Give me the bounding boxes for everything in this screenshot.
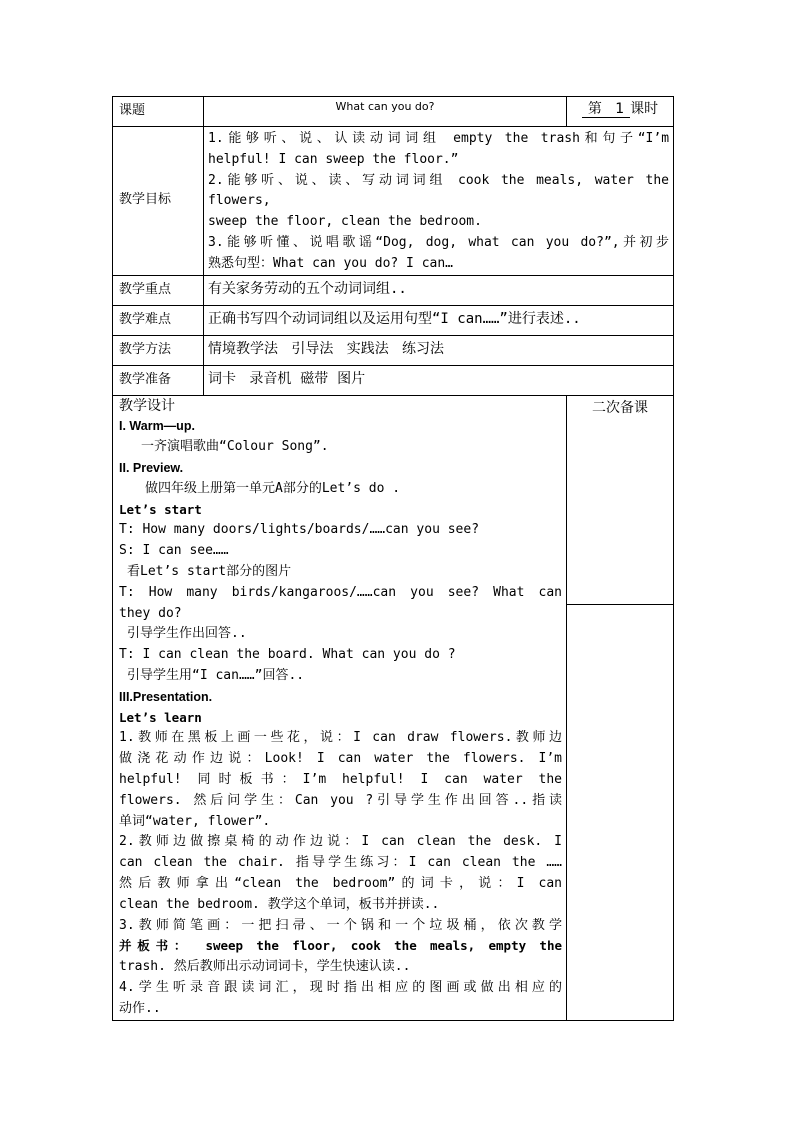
section-heading: II. Preview. [119,460,184,475]
design-line: S: I can see…… [119,543,229,559]
objectives-content [204,127,674,276]
secondary-prep-cell [567,395,674,1020]
design-line: 并板书： sweep the floor, cook the meals, empty the [119,938,563,954]
design-line: they do? [119,605,182,621]
lesson-prefix: 第 [587,101,602,117]
objective-line: sweep the floor, clean the bedroom. [208,214,482,230]
secondary-prep-box [567,396,673,605]
preparation-row [113,365,674,395]
design-line: 3.教师简笔画：一把扫帚、一个锅和一个垃圾桶，依次教学 [119,917,563,933]
lesson-plan-table [112,96,674,1021]
preparation-label: 教学准备 [113,365,204,395]
design-line: 一齐演唱歌曲“Colour Song”. [141,439,329,455]
difficulties-label: 教学难点 [113,305,204,335]
design-line: T: How many birds/kangaroos/……can you see? What can [119,584,563,600]
design-line: T: How many doors/lights/boards/……can you see? [119,522,480,538]
lesson-number: 1 [615,101,625,117]
design-line: helpful! 同时板书：I’m helpful! I can water the [119,771,563,787]
subsection-heading: Let’s start [119,501,202,517]
design-line: 看Let’s start部分的图片 [127,563,292,579]
lesson-suffix: 课时 [630,101,659,117]
objective-line: 3.能够听懂、说唱歌谣“Dog, dog, what can you do?”,并初步 [208,234,670,250]
objectives-row [113,127,674,276]
design-label: 教学设计 [119,397,175,414]
lesson-number-cell [567,97,674,127]
design-line: 1.教师在黑板上画一些花，说：I can draw flowers.教师边 [119,730,563,746]
design-line: can clean the chair. 指导学生练习：I can clean the …… [119,855,563,871]
methods-label: 教学方法 [113,335,204,365]
design-row [113,395,674,1020]
design-line: 做四年级上册第一单元A部分的Let’s do . [145,480,401,496]
design-line: clean the bedroom. 教学这个单词，板书并拼读.. [119,896,440,912]
lesson-number-underline [582,101,630,118]
secondary-prep-label: 二次备课 [592,399,649,416]
subsection-heading: Let’s learn [119,709,202,725]
objective-line: 1.能够听、说、认读动词词组 empty the trash和句子“I’m [208,131,670,146]
methods-text: 情境教学法 引导法 实践法 练习法 [204,335,674,365]
objectives-label: 教学目标 [113,127,204,276]
topic-row [113,97,674,127]
design-line: flowers. 然后问学生：Can you ?引导学生作出回答..指读 [119,792,563,808]
design-line: 引导学生用“I can……”回答.. [127,667,305,683]
design-line: 动作.. [119,1000,161,1016]
objective-line: flowers, [208,193,271,209]
design-line: 2.教师边做擦桌椅的动作边说：I can clean the desk. I [119,834,563,850]
key-points-label: 教学重点 [113,275,204,305]
design-line: T: I can clean the board. What can you do ? [119,647,456,663]
section-heading: III.Presentation. [119,689,213,704]
design-line: 然后教师拿出“clean the bedroom”的词卡，说：I can [119,875,563,891]
design-content [113,395,567,1020]
objective-line: helpful! I can sweep the floor.” [208,151,459,167]
key-points-text: 有关家务劳动的五个动词词组.. [204,275,674,305]
objective-line: 2.能够听、说、读、写动词词组 cook the meals, water the [208,172,670,188]
design-line: 引导学生作出回答.. [127,626,247,642]
methods-row [113,335,674,365]
objective-line: 熟悉句型：What can you do? I can… [208,255,454,271]
topic-title: What can you do? [204,97,567,127]
topic-label: 课题 [113,97,204,127]
design-line: trash. 然后教师出示动词词卡，学生快速认读.. [119,959,411,975]
preparation-text: 词卡 录音机 磁带 图片 [204,365,674,395]
design-line: 做浇花动作边说：Look! I can water the flowers. I’m [119,751,563,767]
design-line: 4.学生听录音跟读词汇，现时指出相应的图画或做出相应的 [119,979,563,995]
design-line: 单词“water, flower”. [119,813,271,829]
key-points-row [113,275,674,305]
difficulties-text: 正确书写四个动词词组以及运用句型“I can……”进行表述.. [204,305,674,335]
section-heading: I. Warm—up. [119,419,195,434]
difficulties-row [113,305,674,335]
